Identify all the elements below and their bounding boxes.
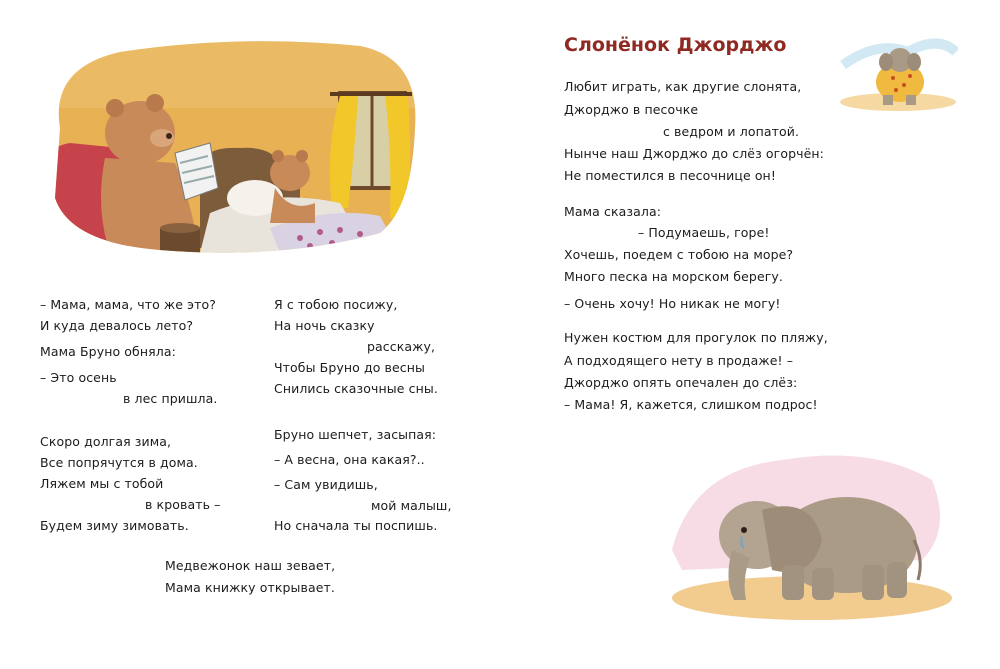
poem1-line: И куда девалось лето? [40, 318, 194, 333]
poem-line: Не поместился в песочнице он! [564, 168, 776, 183]
poem3-line: Медвежонок наш зевает, [165, 558, 336, 573]
poem1-line: – Мама, мама, что же это? [40, 297, 216, 312]
poem2-line: Но сначала ты поспишь. [274, 518, 438, 533]
poem-line: Мама сказала: [564, 204, 662, 219]
page-title: Слонёнок Джорджо [564, 34, 787, 56]
right-page [500, 0, 1000, 669]
poem-line: – Очень хочу! Но никак не могу! [564, 296, 781, 311]
poem1-line: – Это осень [40, 370, 117, 385]
poem-line: Любит играть, как другие слонята, [564, 79, 802, 94]
poem-line: Нынче наш Джорджо до слёз огорчён: [564, 146, 824, 161]
poem2-line: расскажу, [367, 339, 436, 354]
poem-line: Нужен костюм для прогулок по пляжу, [564, 330, 828, 345]
poem-line: Много песка на морском берегу. [564, 269, 783, 284]
poem2-line: мой малыш, [371, 498, 452, 513]
poem-line: Хочешь, поедем с тобою на море? [564, 247, 794, 262]
bears-bedtime-illustration [40, 38, 420, 258]
poem2-line: На ночь сказку [274, 318, 375, 333]
poem-line: – Мама! Я, кажется, слишком подрос! [564, 397, 818, 412]
poem-line: с ведром и лопатой. [663, 124, 800, 139]
poem3-line: Мама книжку открывает. [165, 580, 335, 595]
poem2-line: Я с тобою посижу, [274, 297, 398, 312]
poem1-line: в лес пришла. [123, 391, 218, 406]
poem1-line: Скоро долгая зима, [40, 434, 172, 449]
small-elephant-with-bucket-illustration [838, 30, 958, 115]
poem-line: Джорджо опять опечален до слёз: [564, 375, 798, 390]
poem1-line: Ляжем мы с тобой [40, 476, 164, 491]
sad-elephant-illustration [662, 440, 952, 630]
poem2-line: Бруно шепчет, засыпая: [274, 427, 437, 442]
poem1-line: Все попрячутся в дома. [40, 455, 198, 470]
poem1-line: в кровать – [145, 497, 221, 512]
poem-line: Джорджо в песочке [564, 102, 699, 117]
poem1-line: Мама Бруно обняла: [40, 344, 176, 359]
poem2-line: – А весна, она какая?.. [274, 452, 425, 467]
poem-line: А подходящего нету в продаже! – [564, 353, 794, 368]
poem-line: – Подумаешь, горе! [638, 225, 770, 240]
poem1-line: Будем зиму зимовать. [40, 518, 189, 533]
poem2-line: – Сам увидишь, [274, 477, 378, 492]
poem2-line: Снились сказочные сны. [274, 381, 438, 396]
poem2-line: Чтобы Бруно до весны [274, 360, 425, 375]
